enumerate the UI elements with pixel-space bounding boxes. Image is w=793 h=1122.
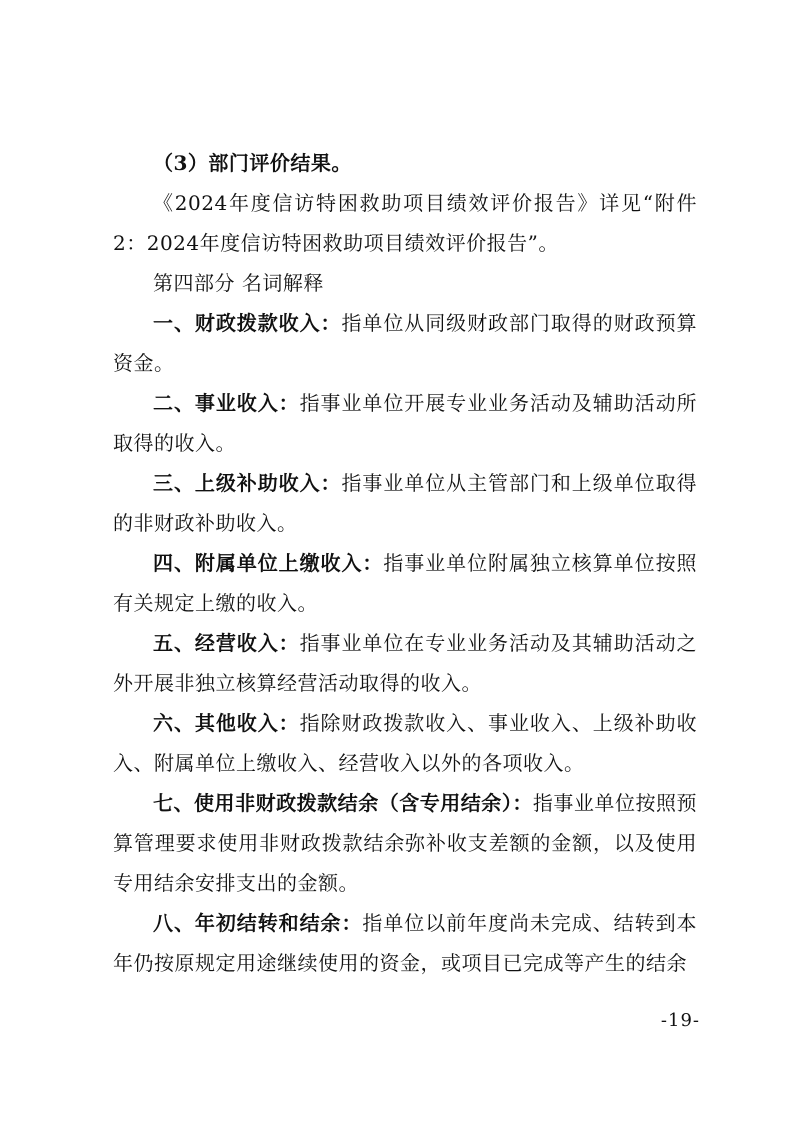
definition-text: 指事业单位从主管部门和上级单位取得的非财政补助收入。 — [113, 471, 698, 535]
definition-term: 一、财政拨款收入： — [153, 311, 342, 335]
definition-item — [113, 623, 697, 703]
definition-item — [113, 383, 697, 463]
definition-item — [113, 463, 697, 543]
section-body: 《2024年度信访特困救助项目绩效评价报告》详见“附件2：2024年度信访特困救助项目绩效评价报告”。 — [113, 191, 697, 255]
definition-term: 五、经营收入： — [153, 631, 300, 655]
definition-text: 指单位以前年度尚未完成、结转到本年仍按原规定用途继续使用的资金，或项目已完成等产生的结余 — [113, 911, 698, 975]
definition-item — [113, 303, 697, 383]
definition-text: 指单位从同级财政部门取得的财政预算资金。 — [113, 311, 698, 375]
definition-text: 指事业单位按照预算管理要求使用非财政拨款结余弥补收支差额的金额，以及使用专用结余安排支出的金额。 — [113, 791, 698, 895]
part-title: 第四部分 名词解释 — [153, 271, 324, 295]
definition-text: 指除财政拨款收入、事业收入、上级补助收入、附属单位上缴收入、经营收入以外的各项收入。 — [113, 711, 698, 775]
definition-item — [113, 783, 697, 903]
definition-term: 四、附属单位上缴收入： — [153, 551, 384, 575]
page-number: -19- — [660, 1010, 700, 1031]
definition-term: 八、年初结转和结余： — [153, 911, 363, 935]
definition-term: 二、事业收入： — [153, 391, 300, 415]
definition-term: 六、其他收入： — [153, 711, 300, 735]
definition-item — [113, 543, 697, 623]
definition-text: 指事业单位在专业业务活动及其辅助活动之外开展非独立核算经营活动取得的收入。 — [113, 631, 698, 695]
definition-item — [113, 703, 697, 783]
definition-item — [113, 903, 697, 983]
definition-term: 三、上级补助收入： — [153, 471, 342, 495]
definition-text: 指事业单位开展专业业务活动及辅助活动所取得的收入。 — [113, 391, 698, 455]
definition-term: 七、使用非财政拨款结余（含专用结余）： — [153, 791, 533, 815]
definition-text: 指事业单位附属独立核算单位按照有关规定上缴的收入。 — [113, 551, 698, 615]
section-heading: （3）部门评价结果。 — [153, 151, 352, 175]
